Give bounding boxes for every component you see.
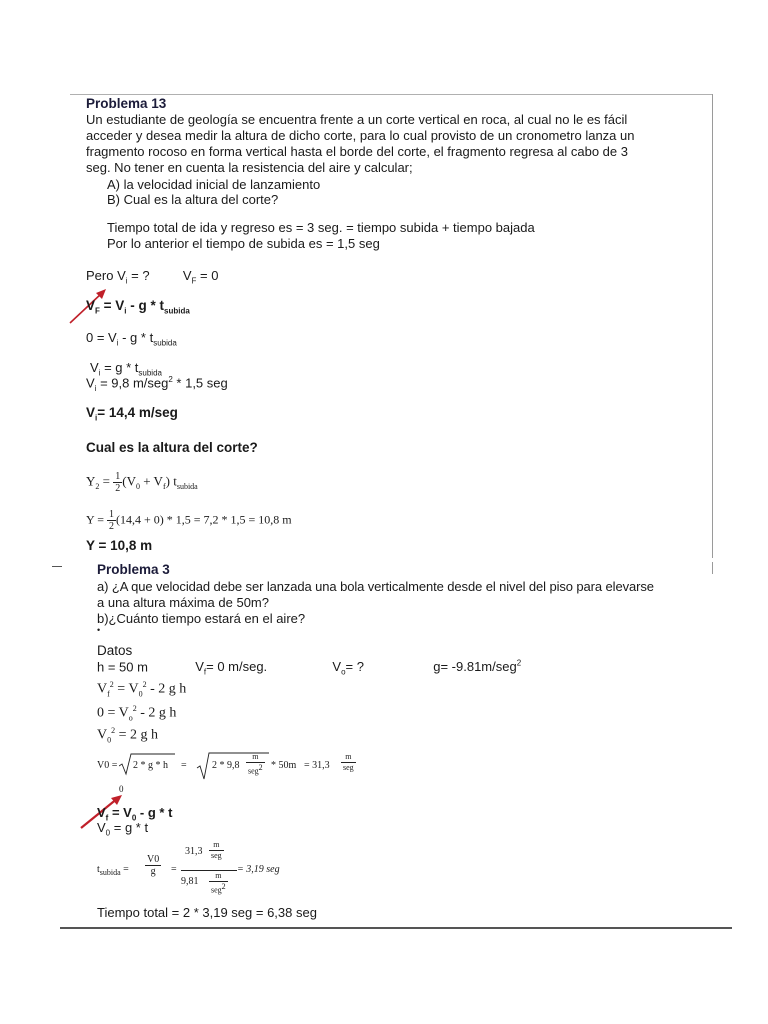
question-a: A) la velocidad inicial de lanzamiento [107,177,321,192]
bullet-mark: • [97,625,101,635]
fraction-m-seg2: m seg$^2$ [248,752,263,776]
equation-vi-gt: $V_i = g * t_{subida}$ [90,360,162,378]
statement-line: seg. No tener en cuenta la resistencia del aire y calcular; [86,160,413,175]
result-vi: $V_i= 14,4$ m/seg [86,405,178,423]
fraction-one-half: $\frac{1}{2}$ [115,471,121,494]
result-y: Y = 10,8 m [86,538,153,553]
equation-vf-v0-gt: $V_f = V_0 - g * t$ [97,805,173,823]
problem-3-question-a-line1: a) ¿A que velocidad debe ser lanzada una bola verticalmente desde el nivel del piso para elevarse [97,579,654,594]
fraction-m-seg: m seg [343,752,354,772]
fraction-m-seg2: m seg$^2$ [211,871,226,895]
equation-vi-values: $V_i = 9,8$ m/seg$^2$ * 1,5 seg [86,375,228,393]
statement-line: Un estudiante de geología se encuentra frente a un corte vertical en roca, al cual no le es fácil [86,112,628,127]
formula-vf-squared: $V_f^2 = V_0^2 - 2$ g h [97,680,187,699]
document-page: Problema 13 Un estudiante de geología se encuentra frente a un corte vertical en roca, al cual no le es fácil acceder y desea medir la altura de dicho corte, para lo cual provisto de un cronometro lanza un fragmento rocoso en forma vertical hasta el borde del corte, el fragmento regresa al cabo de 3 seg. No tener en cuenta la resistencia del aire y calcular; A) la velocidad inicial de lanzamiento B) Cual es la altura del corte? Tiempo total de ida y regreso es = 3 seg. = tiempo subida + tiempo bajada Por lo anterior el tiempo de subida es = 1,5 seg Pero $V_i$ = ? $V_F = 0$ $V_F = V_i - g * t_{subida}$ $0 = V_i - g * t_{subida}$ $V_i = g * t_{subida}$ $V_i = 9,8$ m/seg$^2$ * 1,5 seg $V_i= 14,4$ m/seg Cual es la altura del corte? $Y_2$ = $\frac{1}{2}$ $(V_0 + V_f)$ $t_{subida}$ Y = $\frac{1}{2}$ (14,4 + 0) * 1,5 = 7,2 * 1,5 = 10,8 m Y = 10,8 m Problema 3 a) ¿A que velocidad debe ser lanzada una bola verticalmente desde el nivel del piso para elevarse a una altura máxima de 50m? b)¿Cuánto tiempo estará en el aire? • Datos h = 50 m $V_f= 0$ m/seg. $V_o=$ ? g= -9.81m/seg$^2$ $V_f^2 = V_0^2 - 2$ g h $0 = V_o^2 - 2$ g h $V_0^2 = 2$ g h V0 = 2 * g * h = 2 * 9,8 m seg$^2$ * 50m = 31,3 m seg 0 $V_f = V_0 - g * t$ $V_0 = g * t$ $t_{subida}$ = $\frac{V0}{g}$ = 31,3 m seg 9,81 m seg$^2$ = 3,19 seg Tiempo total = 2 * 3,19 seg = 6,38 seg [0,0,768,1024]
datos-row [97,659,521,677]
fraction-v0-over-g: $\frac{V0}{g}$ [147,854,160,877]
rise-time-text: Por lo anterior el tiempo de subida es = 1,5 seg [107,236,380,251]
formula-y2: $Y_2$ = $\frac{1}{2}$ $(V_0 + V_f)$ $t_{subida}$ [86,471,198,494]
problem-13-statement [86,112,686,176]
question-b: B) Cual es la altura del corte? [107,192,279,207]
fraction-m-seg: m seg [211,840,222,860]
problem-13-title: Problema 13 [86,96,167,111]
bottom-rule [60,927,732,929]
formula-v0-squared: $V_0^2 = 2$ g h [97,726,159,745]
formula-t-subida: $t_{subida}$ = $\frac{V0}{g}$ = 31,3 m seg 9,81 m seg$^2$ = 3,19 seg [97,840,280,895]
datum-g: g= -9.81m/seg$^2$ [433,659,522,675]
statement-line: acceder y desea medir la altura de dicho corte, para lo cual provisto de un cronometro lanza un [86,128,635,143]
total-time-result: Tiempo total = 2 * 3,19 seg = 6,38 seg [97,905,317,920]
margin-dash [52,566,62,567]
datum-vf: $V_f= 0$ m/seg. [195,659,268,677]
formula-zero: $0 = V_o^2 - 2$ g h [97,704,177,723]
datos-label: Datos [97,643,133,658]
right-border-line-upper [712,94,713,558]
datum-h: h = 50 m [97,659,148,675]
equation-v0-gt: $V_0 = g * t$ [97,820,149,838]
problem-3-question-a-line2: a una altura máxima de 50m? [97,595,269,610]
problem-3-question-b: b)¿Cuánto tiempo estará en el aire? [97,611,306,626]
equation-vf-bold: $V_F = V_i - g * t_{subida}$ [86,298,190,316]
formula-y-calc: Y = $\frac{1}{2}$ (14,4 + 0) * 1,5 = 7,2 * 1,5 = 10,8 m [86,509,292,532]
height-question: Cual es la altura del corte? [86,440,258,455]
zero-mark: 0 [119,784,124,794]
datum-vo: $V_o=$ ? [332,659,364,677]
statement-line: fragmento rocoso en forma vertical hasta el borde del corte, el fragmento regresa al cabo de 3 [86,144,628,159]
fraction-one-half: $\frac{1}{2}$ [109,509,114,532]
problem-3-title: Problema 3 [97,562,170,577]
top-border-line [70,94,712,95]
pero-line: Pero $V_i$ = ? $V_F = 0$ [86,268,219,286]
right-border-line-lower [712,562,713,574]
equation-zero: $0 = V_i - g * t_{subida}$ [86,330,177,348]
total-time-text: Tiempo total de ida y regreso es = 3 seg. = tiempo subida + tiempo bajada [107,220,535,235]
